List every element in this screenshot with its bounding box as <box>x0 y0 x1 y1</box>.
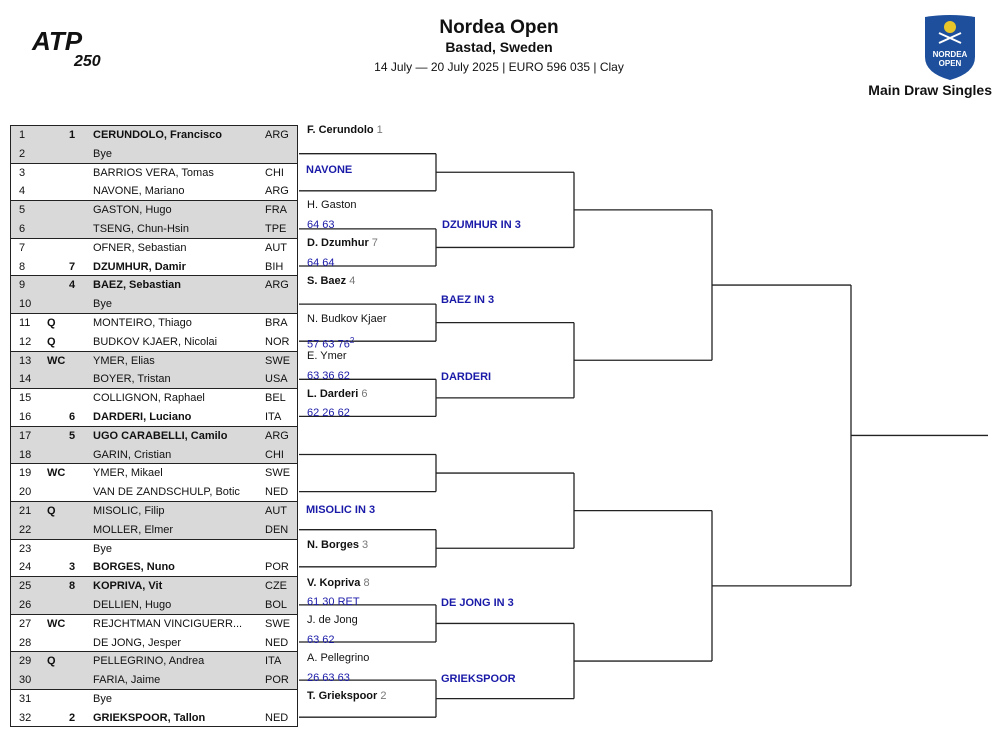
r2-score-dzumhur: 64 64 <box>307 257 335 269</box>
player-name: NAVONE, Mariano <box>93 185 185 198</box>
country-code: FRA <box>265 204 287 217</box>
country-code: ARG <box>265 429 289 442</box>
player-name: Bye <box>93 147 112 160</box>
section-title: Main Draw Singles <box>868 82 992 98</box>
country-code: POR <box>265 561 289 574</box>
player-name: Bye <box>93 298 112 311</box>
draw-number: 16 <box>19 411 32 423</box>
seed-number: 2 <box>69 711 76 724</box>
r3-dzumhur-in-3: DZUMHUR IN 3 <box>442 219 521 231</box>
player-name: GARIN, Cristian <box>93 448 172 461</box>
country-code: CZE <box>265 580 287 593</box>
draw-number: 21 <box>19 505 32 517</box>
entry-type: Q <box>47 655 56 668</box>
r2-winner-misolic: MISOLIC IN 3 <box>306 504 376 516</box>
player-name: BUDKOV KJAER, Nicolai <box>93 335 218 348</box>
player-name: OFNER, Sebastian <box>93 241 187 254</box>
player-name: VAN DE ZANDSCHULP, Botic <box>93 486 240 499</box>
seed-number: 7 <box>69 260 76 273</box>
player-name: MOLLER, Elmer <box>93 523 174 536</box>
draw-number: 8 <box>19 260 26 273</box>
country-code: ITA <box>265 655 282 668</box>
seed-number: 4 <box>69 279 76 292</box>
r2-winner-navone: NAVONE <box>306 164 353 176</box>
draw-number: 10 <box>19 298 32 311</box>
player-name: GASTON, Hugo <box>93 204 172 217</box>
entry-type: Q <box>47 335 56 348</box>
player-name: CERUNDOLO, Francisco <box>93 129 222 141</box>
r2-winner-cerundolo: F. Cerundolo 1 <box>307 124 383 136</box>
country-code: USA <box>265 373 288 386</box>
draw-number: 28 <box>19 636 32 649</box>
draw-number: 7 <box>19 241 26 254</box>
draw-number: 22 <box>19 523 32 536</box>
r2-score-pellegrino: 26 63 63 <box>307 672 350 684</box>
tournament-location: Bastad, Sweden <box>445 39 553 55</box>
country-code: BOL <box>265 599 288 611</box>
r2-player-budkov-kjaer: N. Budkov Kjaer <box>307 313 387 325</box>
player-name: REJCHTMAN VINCIGUERR... <box>93 617 243 630</box>
r2-score-e-ymer: 63 36 62 <box>307 370 350 382</box>
country-code: SWE <box>265 354 291 367</box>
country-code: BEL <box>265 392 286 405</box>
r2-player-gaston: H. Gaston <box>307 199 357 211</box>
r2-winner-griekspoor: T. Griekspoor 2 <box>307 690 387 702</box>
r2-winner-dzumhur: D. Dzumhur 7 <box>307 237 378 249</box>
r2-winner-darderi: L. Darderi 6 <box>307 388 368 400</box>
country-code: BIH <box>265 260 284 273</box>
draw-number: 19 <box>19 467 32 480</box>
r2-score-budkov-kjaer: 57 63 $76^2$ <box>307 336 355 351</box>
player-name: YMER, Elias <box>93 354 155 367</box>
tournament-info: 14 July — 20 July 2025 | EURO 596 035 | Clay <box>374 60 624 74</box>
entry-type: Q <box>47 317 56 329</box>
draw-number: 3 <box>19 166 26 179</box>
country-code: ARG <box>265 185 289 198</box>
draw-number: 25 <box>19 580 32 593</box>
player-name: MONTEIRO, Thiago <box>93 317 192 329</box>
country-code: TPE <box>265 223 287 235</box>
player-name: BARRIOS VERA, Tomas <box>93 166 214 179</box>
draw-number: 6 <box>19 223 26 235</box>
country-code: POR <box>265 674 289 687</box>
r2-score-gaston: 64 63 <box>307 219 335 231</box>
player-name: YMER, Mikael <box>93 467 163 480</box>
r3-griekspoor: GRIEKSPOOR <box>441 673 516 685</box>
player-name: GRIEKSPOOR, Tallon <box>93 711 206 724</box>
draw-number: 17 <box>19 429 32 442</box>
country-code: ARG <box>265 129 289 141</box>
seed-number: 6 <box>69 411 76 423</box>
country-code: CHI <box>265 166 284 179</box>
player-name: TSENG, Chun-Hsin <box>93 223 189 235</box>
draw-number: 14 <box>19 373 32 386</box>
seed-number: 1 <box>69 129 76 141</box>
r2-winner-borges: N. Borges 3 <box>307 539 369 551</box>
atp-logo-text: ATP <box>32 26 83 56</box>
seed-number: 3 <box>69 561 76 574</box>
draw-number: 26 <box>19 599 32 611</box>
player-name: DELLIEN, Hugo <box>93 599 172 611</box>
draw-number: 4 <box>19 185 26 198</box>
entry-type: WC <box>47 354 66 367</box>
country-code: NED <box>265 711 289 724</box>
player-name: MISOLIC, Filip <box>93 505 165 517</box>
country-code: ITA <box>265 411 282 423</box>
draw-number: 11 <box>19 317 31 329</box>
player-name: BOYER, Tristan <box>93 373 171 386</box>
atp-tier-text: 250 <box>74 53 101 70</box>
draw-number: 24 <box>19 561 32 574</box>
r2-winner-baez: S. Baez 4 <box>307 275 356 287</box>
country-code: AUT <box>265 241 287 254</box>
draw-number: 2 <box>19 147 26 160</box>
draw-number: 13 <box>19 354 32 367</box>
r2-winner-kopriva: V. Kopriva 8 <box>307 577 370 589</box>
player-name: BAEZ, Sebastian <box>93 279 182 292</box>
draw-number: 12 <box>19 335 32 348</box>
draw-number: 20 <box>19 486 32 499</box>
r2-player-e-ymer: E. Ymer <box>307 350 347 362</box>
r3-baez-in-3: BAEZ IN 3 <box>441 294 495 306</box>
player-name: PELLEGRINO, Andrea <box>93 655 205 668</box>
country-code: CHI <box>265 448 284 461</box>
draw-number: 1 <box>19 129 26 141</box>
player-name: Bye <box>93 693 112 705</box>
country-code: NOR <box>265 335 290 348</box>
r3-darderi: DARDERI <box>441 371 492 383</box>
r2-score-kopriva: 61 30 RET <box>307 596 360 608</box>
player-name: FARIA, Jaime <box>93 674 161 687</box>
country-code: ARG <box>265 279 289 292</box>
draw-number: 15 <box>19 392 32 405</box>
country-code: SWE <box>265 467 291 480</box>
country-code: BRA <box>265 317 288 329</box>
player-name: KOPRIVA, Vit <box>93 580 163 593</box>
draw-number: 18 <box>19 448 32 461</box>
country-code: AUT <box>265 505 287 517</box>
r3-de-jong-in-3: DE JONG IN 3 <box>441 597 514 609</box>
r2-player-de-jong: J. de Jong <box>307 614 358 626</box>
tournament-title: Nordea Open <box>439 17 559 38</box>
entry-type: WC <box>47 617 66 630</box>
seed-number: 5 <box>69 429 76 442</box>
r2-score-de-jong: 63 62 <box>307 634 335 646</box>
player-name: DZUMHUR, Damir <box>93 260 186 273</box>
r2-score-darderi: 62 26 62 <box>307 407 350 419</box>
draw-number: 30 <box>19 674 32 687</box>
entry-type: Q <box>47 505 56 517</box>
player-name: COLLIGNON, Raphael <box>93 392 205 405</box>
draw-number: 5 <box>19 204 26 217</box>
player-name: Bye <box>93 542 112 555</box>
country-code: SWE <box>265 617 291 630</box>
seed-number: 8 <box>69 580 76 593</box>
draw-number: 9 <box>19 279 26 292</box>
player-name: DE JONG, Jesper <box>93 636 182 649</box>
player-name: UGO CARABELLI, Camilo <box>93 429 228 442</box>
country-code: NED <box>265 486 289 499</box>
draw-number: 31 <box>19 693 32 705</box>
badge-line1: NORDEA <box>932 50 968 59</box>
player-name: DARDERI, Luciano <box>93 411 192 423</box>
draw-number: 23 <box>19 542 32 555</box>
draw-number: 29 <box>19 655 32 668</box>
country-code: DEN <box>265 523 289 536</box>
player-name: BORGES, Nuno <box>93 561 175 574</box>
country-code: NED <box>265 636 289 649</box>
r2-player-pellegrino: A. Pellegrino <box>307 652 370 664</box>
draw-number: 32 <box>19 711 32 724</box>
draw-number: 27 <box>19 617 32 630</box>
entry-type: WC <box>47 467 66 480</box>
badge-line2: OPEN <box>938 59 962 68</box>
